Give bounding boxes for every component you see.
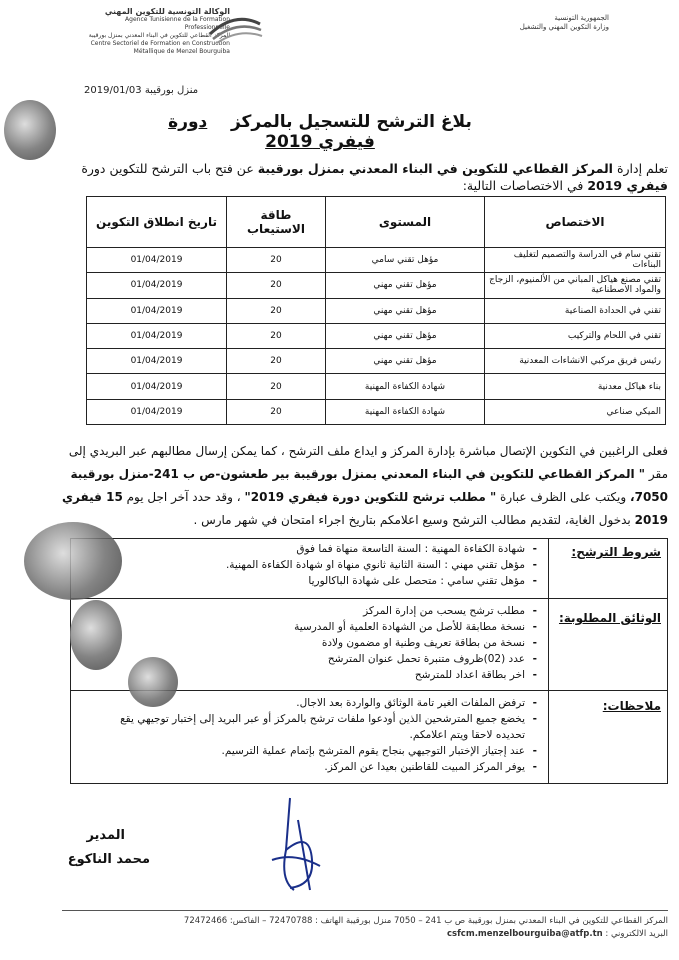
cell-level: مؤهل تقني مهني	[326, 323, 485, 348]
list-item: - عند إجتياز الإختبار التوجيهي بنجاح يقوم المترشح بإتمام عملية الترسيم.	[97, 743, 537, 759]
intro-part2: عن فتح باب الترشح للتكوين دورة	[81, 161, 254, 176]
cell-level: مؤهل تقني سامي	[326, 248, 485, 273]
cell-level: مؤهل تقني مهني	[326, 298, 485, 323]
page-title	[150, 112, 490, 152]
list-item: - نسخة من بطاقة تعريف وطنية او مضمون ولادة	[97, 635, 537, 651]
cell-level: شهادة الكفاءة المهنية	[326, 374, 485, 399]
cell-capacity: 20	[227, 349, 326, 374]
list-item: - مؤهل تقني سامي : متحصل على شهادة الباكالوريا	[97, 573, 537, 589]
conditions-box	[70, 538, 668, 600]
table-row	[87, 298, 666, 323]
table-row	[87, 374, 666, 399]
para-part2: ويكتب على الظرف عبارة	[500, 490, 627, 504]
box-divider	[548, 599, 549, 691]
table-row	[87, 349, 666, 374]
cell-capacity: 20	[227, 374, 326, 399]
footer-address: المركز القطاعي للتكوين في البناء المعدني بمنزل بورقيبة ص ب 241 – 7050 منزل بورقيبة الهاتف : 72470788 – الفاكس: 72472466	[183, 916, 668, 926]
footer-divider	[62, 910, 668, 911]
para-deadline: 15 فيفري 2019	[62, 490, 668, 527]
signature-title: المدير	[86, 828, 125, 843]
header-republic: الجمهورية التونسية	[554, 14, 609, 22]
intro-center-name: المركز القطاعي للتكوين في البناء المعدني بمنزل بورقيبة	[257, 161, 613, 176]
cell-capacity: 20	[227, 323, 326, 348]
cell-specialty: تقني مصنع هياكل المباني من الألمنيوم، الزجاج والمواد الاصطناعية	[485, 273, 666, 298]
header-ministry: وزارة التكوين المهني والتشغيل	[519, 23, 609, 31]
notes-list	[97, 695, 537, 775]
cell-specialty: رئيس فريق مركبي الانشاءات المعدنية	[485, 349, 666, 374]
cell-level: مؤهل تقني مهني	[326, 349, 485, 374]
list-item: - عدد (02)ظروف متنبرة تحمل عنوان المترشح	[97, 651, 537, 667]
handwritten-signature-icon	[250, 790, 340, 900]
para-center-address: " المركز القطاعي للتكوين في البناء المعدني بمنزل بورقيبة بير طعشون-ص ب 241-منزل بورقيبة 7050،	[70, 467, 668, 504]
conditions-list	[97, 541, 537, 589]
cell-start-date: 01/04/2019	[87, 323, 227, 348]
list-item: - مؤهل تقني مهني : السنة الثانية ثانوي منهاة او شهادة الكفاءة المهنية.	[97, 557, 537, 573]
footer-email-link[interactable]: csfcm.menzelbourguiba@atfp.tn	[447, 929, 603, 939]
list-item: - مطلب ترشح يسحب من إدارة المركز	[97, 603, 537, 619]
signature-name: محمد الناكوع	[67, 852, 150, 867]
cell-specialty: الميكي صناعي	[485, 399, 666, 424]
list-item: - نسخة مطابقة للأصل من الشهادة العلمية أو المدرسية	[97, 619, 537, 635]
cell-specialty: تقني سام في الدراسة والتصميم لتغليف البناءات	[485, 248, 666, 273]
header-center-fr: Centre Sectoriel de Formation en Construction Métallique de Menzel Bourguiba	[90, 40, 230, 55]
list-item: - شهادة الكفاءة المهنية : السنة التاسعة منهاة فما فوق	[97, 541, 537, 557]
intro-part3: في الاختصاصات التالية:	[462, 178, 584, 193]
header-agency-fr: Agence Tunisienne de la Formation Professionnelle	[125, 16, 230, 31]
cell-specialty: تقني في اللحام والتركيب	[485, 323, 666, 348]
decorative-photo	[4, 100, 56, 160]
header-specialty: الاختصاص	[485, 197, 666, 248]
cell-capacity: 20	[227, 399, 326, 424]
para-envelope-text: " مطلب ترشح للتكوين دورة فيفري 2019"	[244, 490, 497, 504]
date-line: منزل بورقيبة 2019/01/03	[84, 85, 199, 96]
cell-level: مؤهل تقني مهني	[326, 273, 485, 298]
list-item: - اخر بطاقة اعداد للمترشح	[97, 667, 537, 683]
notes-label: ملاحظات:	[602, 699, 661, 713]
header-center-ar: المركز القطاعي للتكوين في البناء المعدني بمنزل بورقيبة	[88, 32, 230, 39]
box-divider	[548, 539, 549, 599]
atfp-logo-icon	[205, 6, 265, 46]
cell-capacity: 20	[227, 248, 326, 273]
intro-part1: تعلم إدارة	[616, 161, 668, 176]
cell-capacity: 20	[227, 298, 326, 323]
intro-session: فيفري 2019	[587, 178, 668, 193]
header-start-date: تاريخ انطلاق التكوين	[87, 197, 227, 248]
cell-start-date: 01/04/2019	[87, 374, 227, 399]
header-right-block	[459, 14, 609, 32]
cell-start-date: 01/04/2019	[87, 273, 227, 298]
table-header-row	[87, 197, 666, 248]
table-row	[87, 273, 666, 298]
conditions-label: شروط الترشح:	[571, 545, 661, 559]
para-part4: بدخول الغاية، لتقديم مطالب الترشح وسيع اعلامكم بتاريخ اجراء امتحان في شهر مارس .	[193, 513, 631, 527]
list-item: - يوفر المركز المبيت للقاطنين بعيدا عن المركز.	[97, 759, 537, 775]
cell-capacity: 20	[227, 273, 326, 298]
title-main: بلاغ الترشح للتسجيل بالمركز	[230, 112, 472, 132]
header-agency-ar: الوكالة التونسية للتكوين المهني	[104, 7, 230, 16]
documents-label: الوثائق المطلوبة:	[558, 611, 661, 625]
para-part3: ، وقد حدد آخر اجل يوم	[126, 490, 241, 504]
decorative-photo	[128, 657, 178, 707]
intro-paragraph	[62, 160, 668, 194]
table-row	[87, 248, 666, 273]
header-capacity: طاقة الاستيعاب	[227, 197, 326, 248]
title-session: دورة فيفري 2019	[168, 112, 375, 152]
header-level: المستوى	[326, 197, 485, 248]
decorative-photo	[24, 522, 122, 600]
footer-email-line	[62, 928, 668, 941]
cell-start-date: 01/04/2019	[87, 248, 227, 273]
cell-start-date: 01/04/2019	[87, 399, 227, 424]
specialties-table	[86, 196, 666, 425]
cell-level: شهادة الكفاءة المهنية	[326, 399, 485, 424]
cell-specialty: تقني في الحدادة الصناعية	[485, 298, 666, 323]
footer	[62, 915, 668, 941]
list-item: - يخضع جميع المترشحين الذين أودعوا ملفات ترشح بالمركز أو عبر البريد إلى إختبار توجيهي يقع تحديده لاحقا ويتم اعلامكم.	[97, 711, 537, 743]
decorative-photo	[70, 600, 122, 670]
application-paragraph	[62, 440, 668, 532]
cell-start-date: 01/04/2019	[87, 349, 227, 374]
list-item: - ترفض الملفات الغير تامة الوثائق والواردة بعد الاجال.	[97, 695, 537, 711]
table-row	[87, 399, 666, 424]
footer-email-label: البريد الالكتروني :	[605, 929, 668, 939]
table-row	[87, 323, 666, 348]
para-part1: فعلى الراغبين في التكوين الإتصال مباشرة بإدارة المركز و ايداع ملف الترشح ، كما يمكن إرسال مطالبهم عبر البريدي إلى مقر	[68, 444, 668, 481]
cell-specialty: بناء هياكل معدنية	[485, 374, 666, 399]
box-divider	[548, 691, 549, 783]
cell-start-date: 01/04/2019	[87, 298, 227, 323]
